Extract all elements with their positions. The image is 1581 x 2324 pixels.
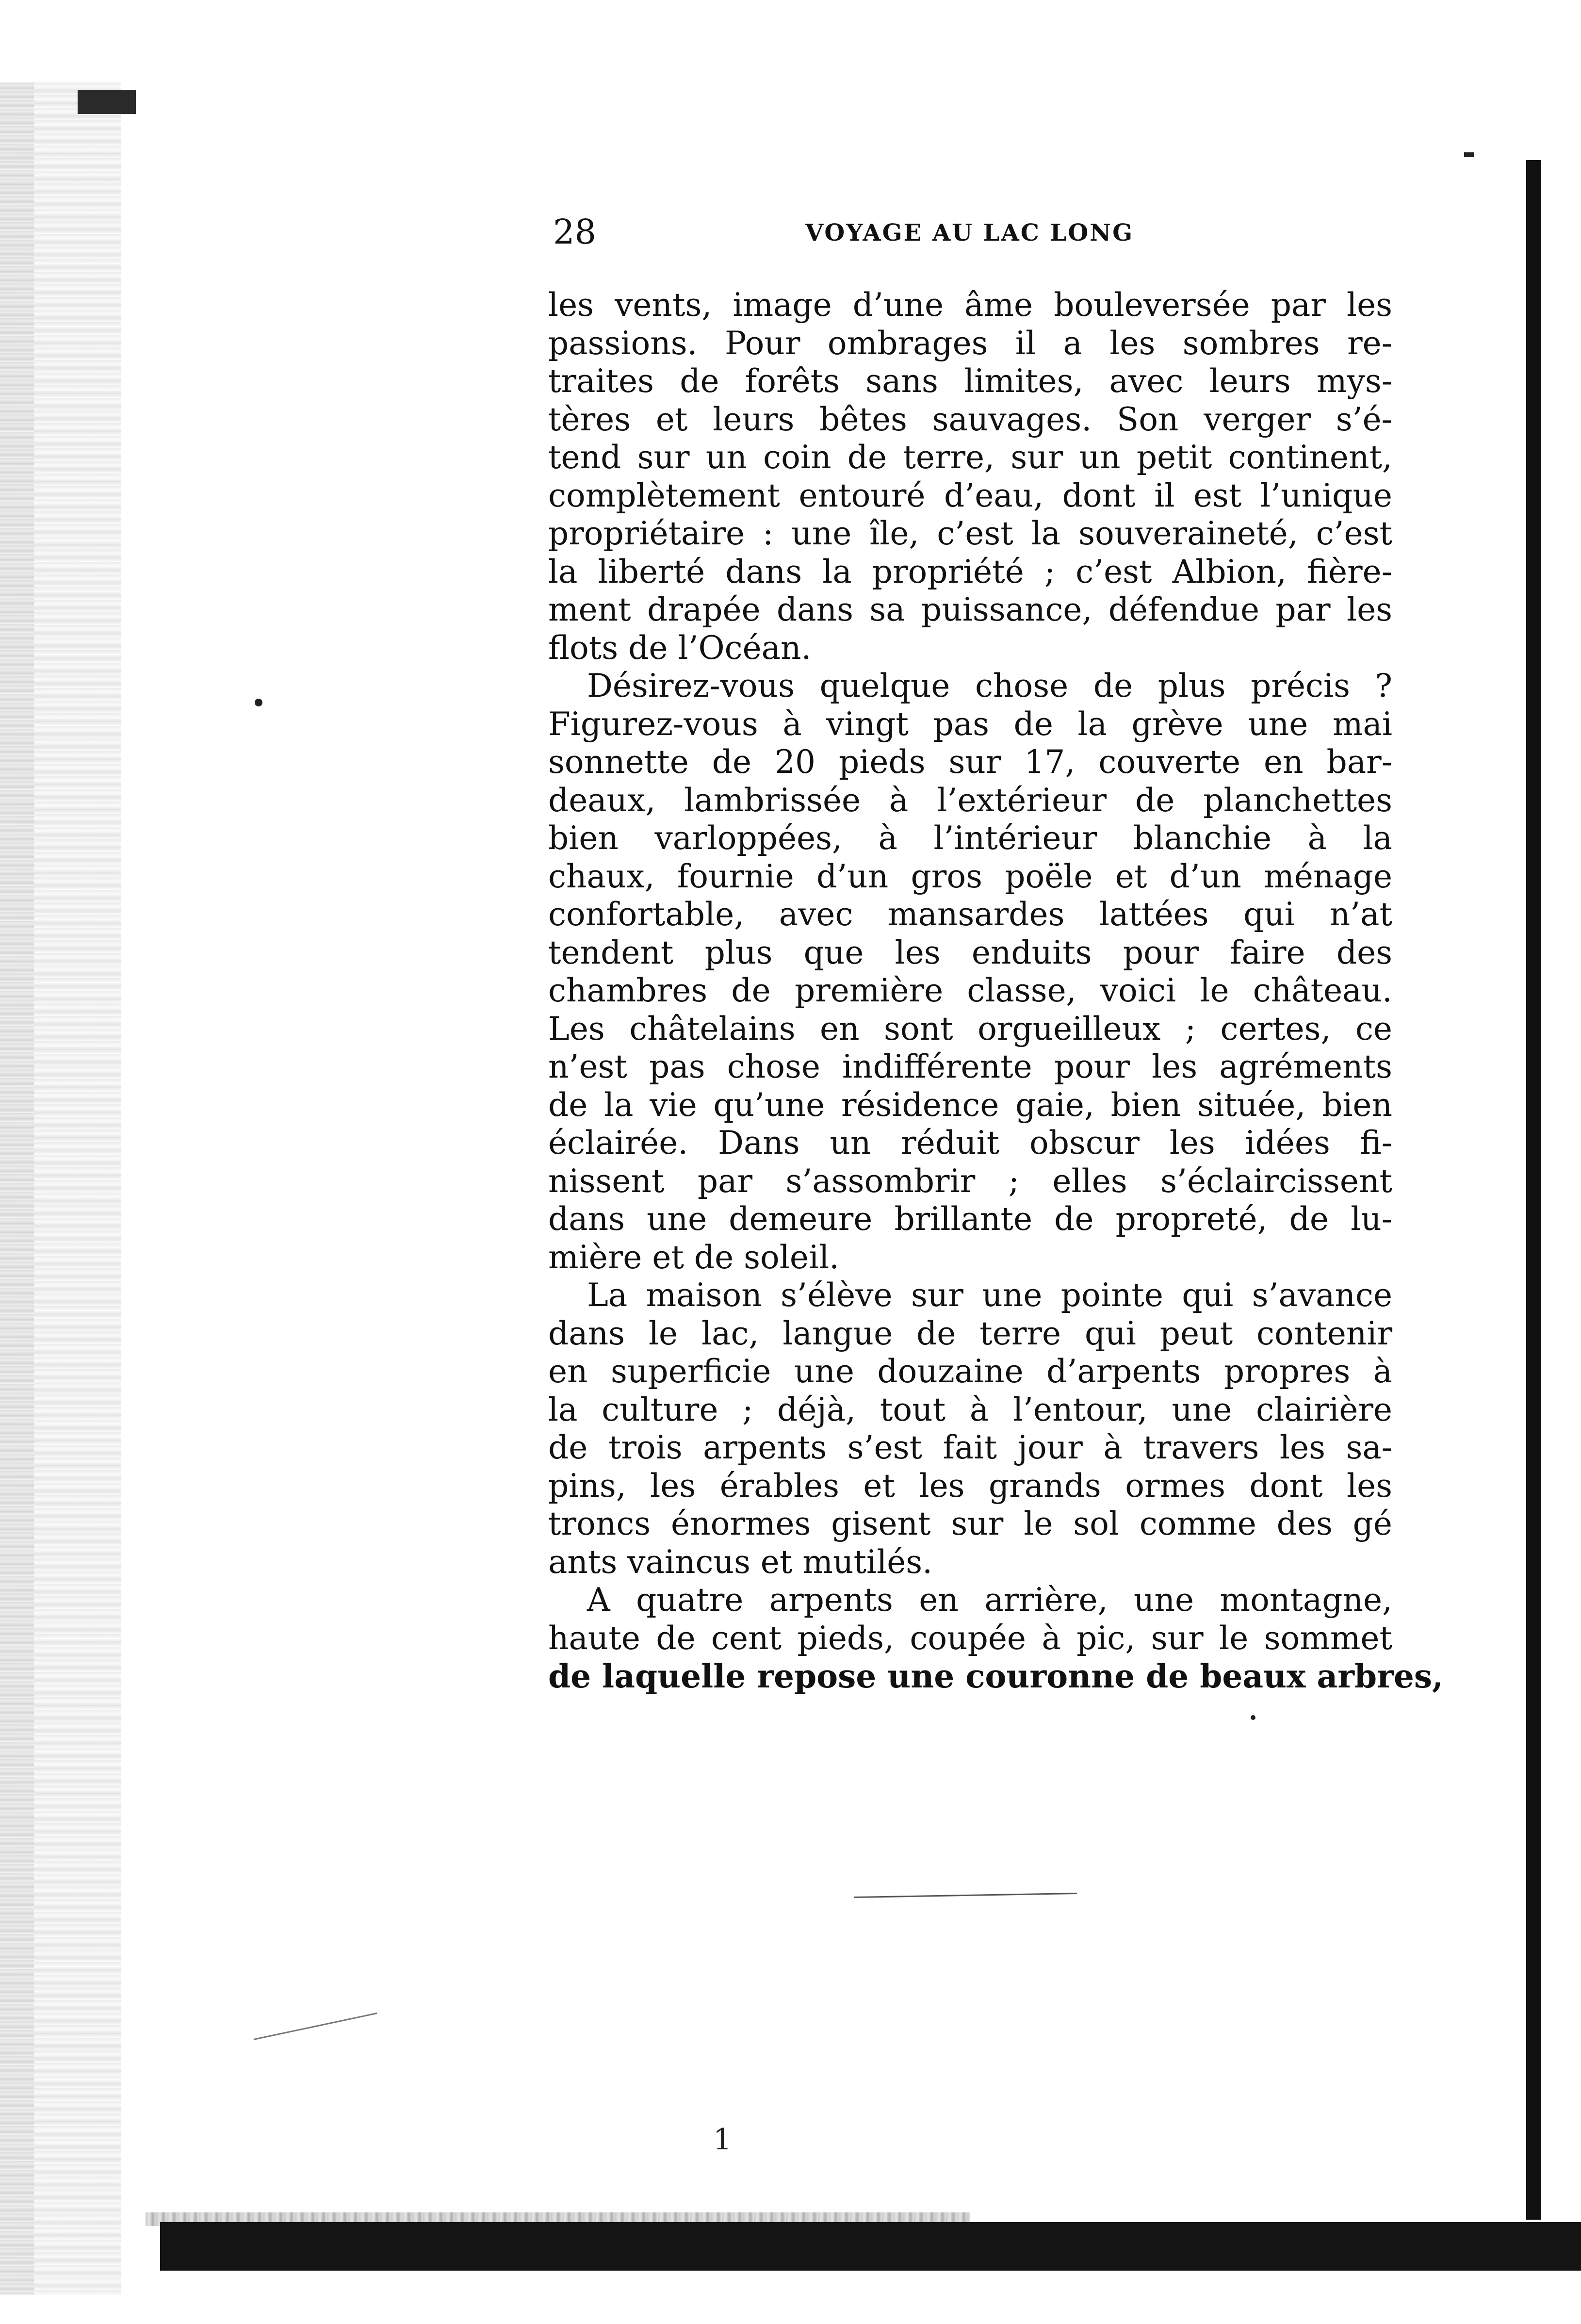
text-line: les vents, image d’une âme bouleversée par les — [548, 286, 1392, 324]
bottom-mark: 1 — [713, 2123, 732, 2157]
stray-pencil-line — [254, 2013, 377, 2040]
text-line: flots de l’Océan. — [548, 629, 812, 667]
text-line: tères et leurs bêtes sauvages. Son verger s’é- — [548, 400, 1392, 438]
text-line: la liberté dans la propriété ; c’est Albion, fière- — [548, 553, 1392, 590]
page-number: 28 — [553, 212, 597, 252]
text-line: dans le lac, langue de terre qui peut contenir — [548, 1314, 1392, 1352]
text-line: traites de forêts sans limites, avec leurs mys- — [548, 362, 1392, 400]
text-line: chambres de première classe, voici le château. — [548, 972, 1392, 1009]
running-title: VOYAGE AU LAC LONG — [805, 219, 1134, 246]
text-line: en superficie une douzaine d’arpents propres à — [548, 1353, 1392, 1390]
text-line: ants vaincus et mutilés. — [548, 1543, 933, 1581]
text-line: de trois arpents s’est fait jour à travers les sa- — [548, 1429, 1392, 1466]
ink-speck — [255, 699, 262, 706]
text-line: de laquelle repose une couronne de beaux arbres, — [548, 1657, 1444, 1695]
text-line: ment drapée dans sa puissance, défendue par les — [548, 591, 1392, 628]
text-line: la culture ; déjà, tout à l’entour, une clairière — [548, 1391, 1392, 1428]
stray-pencil-line — [854, 1893, 1077, 1898]
binding-shadow — [0, 82, 34, 2295]
text-line: sonnette de 20 pieds sur 17, couverte en bar- — [548, 743, 1392, 781]
text-line: bien varloppées, à l’intérieur blanchie à la — [548, 819, 1392, 857]
text-line: A quatre arpents en arrière, une montagne, — [587, 1581, 1392, 1619]
ink-speck — [1251, 1715, 1255, 1720]
text-line: nissent par s’assombrir ; elles s’éclaircissent — [548, 1162, 1392, 1200]
text-line: de la vie qu’une résidence gaie, bien située, bien — [548, 1086, 1392, 1124]
text-line: chaux, fournie d’un gros poële et d’un ménage — [548, 857, 1392, 895]
text-line: haute de cent pieds, coupée à pic, sur le sommet — [548, 1619, 1392, 1657]
text-line: mière et de soleil. — [548, 1238, 840, 1276]
text-line: La maison s’élève sur une pointe qui s’avance — [587, 1277, 1392, 1314]
scan-right-edge — [1526, 160, 1541, 2220]
scan-bottom-edge — [160, 2222, 1581, 2271]
text-line: n’est pas chose indifférente pour les agréments — [548, 1048, 1392, 1085]
text-line: tend sur un coin de terre, sur un petit continent, — [548, 439, 1392, 476]
scan-edge-tick — [1464, 152, 1474, 157]
scan-corner-mark — [78, 90, 136, 114]
text-line: complètement entouré d’eau, dont il est l’unique — [548, 476, 1392, 514]
text-line: Les châtelains en sont orgueilleux ; certes, ce — [548, 1010, 1392, 1047]
text-line: tendent plus que les enduits pour faire des — [548, 933, 1392, 971]
text-line: Désirez-vous quelque chose de plus précis ? — [587, 667, 1392, 704]
text-line: pins, les érables et les grands ormes dont les — [548, 1467, 1392, 1505]
binding-shadow-texture — [34, 82, 121, 2295]
text-line: Figurez-vous à vingt pas de la grève une mai — [548, 705, 1392, 743]
text-line: troncs énormes gisent sur le sol comme des gé — [548, 1505, 1392, 1542]
text-line: éclairée. Dans un réduit obscur les idées fi- — [548, 1124, 1392, 1162]
text-line: passions. Pour ombrages il a les sombres re- — [548, 324, 1392, 362]
body-text — [548, 286, 1444, 1696]
text-line: dans une demeure brillante de propreté, de lu- — [548, 1200, 1392, 1238]
text-line: propriétaire : une île, c’est la souveraineté, c’est — [548, 515, 1392, 552]
text-line: confortable, avec mansardes lattées qui n’at — [548, 896, 1392, 933]
text-line: deaux, lambrissée à l’extérieur de planchettes — [548, 781, 1392, 819]
